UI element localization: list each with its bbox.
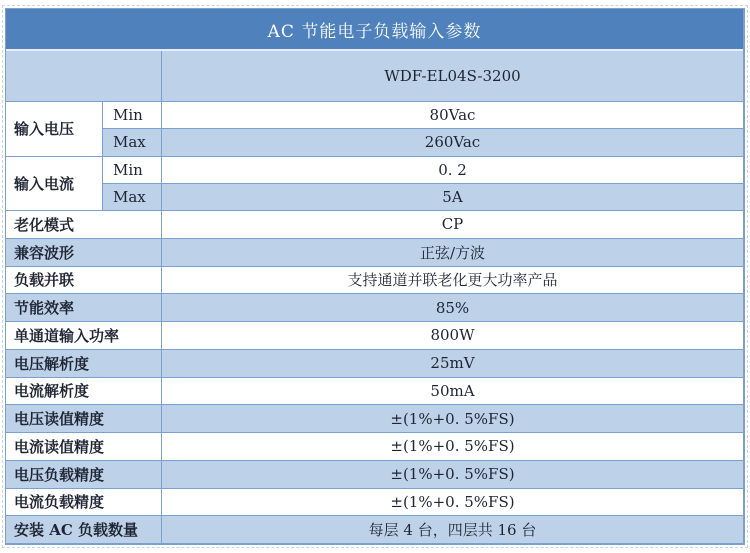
value-cell: ±(1%+0. 5%FS)	[390, 492, 515, 511]
group-label: 输入电流	[6, 157, 103, 211]
spec-table	[5, 8, 745, 545]
value-cell: ±(1%+0. 5%FS)	[390, 465, 515, 484]
value-cell: 支持通道并联老化更大功率产品	[347, 271, 558, 290]
spec-grid	[6, 102, 743, 543]
value-cell: 正弦/方波	[419, 243, 486, 262]
table-row	[6, 489, 743, 517]
value-cell: ±(1%+0. 5%FS)	[390, 409, 515, 428]
table-row	[6, 211, 743, 239]
row-label: 电压读值精度	[6, 405, 162, 432]
model-number: WDF-EL04S-3200	[384, 67, 521, 85]
row-label: 兼容波形	[6, 239, 162, 266]
minmax-key-cell: Max	[103, 184, 162, 210]
value-cell: 5A	[442, 187, 463, 206]
table-row	[6, 350, 743, 378]
table-row	[103, 184, 743, 210]
table-row	[6, 378, 743, 406]
row-label: 单通道输入功率	[6, 322, 162, 349]
value-cell: 每层 4 台，四层共 16 台	[368, 521, 537, 540]
value-cell: 80Vac	[429, 106, 476, 125]
row-label: 老化模式	[6, 211, 162, 238]
model-row-empty-cell	[6, 51, 162, 101]
row-label: 电流负载精度	[6, 489, 162, 516]
table-row	[6, 461, 743, 489]
table-row	[103, 157, 743, 184]
table-row	[6, 267, 743, 295]
table-row	[103, 102, 743, 129]
minmax-key-cell: Min	[103, 157, 162, 183]
row-label: 电流解析度	[6, 378, 162, 405]
value-cell: 800W	[430, 326, 475, 345]
row-label: 负载并联	[6, 267, 162, 294]
table-row	[6, 516, 743, 543]
model-row	[6, 51, 743, 102]
minmax-key-cell: Min	[103, 102, 162, 128]
row-label: 电流读值精度	[6, 433, 162, 460]
table-row	[6, 239, 743, 267]
table-title-bar	[6, 9, 743, 51]
group-label: 输入电压	[6, 102, 103, 156]
table-row	[6, 433, 743, 461]
value-cell: 85%	[435, 298, 470, 317]
value-cell: CP	[441, 215, 464, 234]
value-cell: 25mV	[430, 354, 475, 373]
value-cell: 50mA	[430, 381, 475, 400]
table-row	[6, 322, 743, 350]
row-label: 电压负载精度	[6, 461, 162, 488]
param-group-input-voltage	[6, 102, 743, 157]
table-row	[103, 129, 743, 155]
table-title: AC 节能电子负载输入参数	[267, 21, 482, 42]
value-cell: 0. 2	[438, 160, 467, 179]
table-row	[6, 405, 743, 433]
table-row	[6, 294, 743, 322]
param-group-input-current	[6, 157, 743, 212]
value-cell: ±(1%+0. 5%FS)	[390, 437, 515, 456]
value-cell: 260Vac	[424, 133, 481, 152]
row-label: 安装 AC 负载数量	[6, 516, 162, 543]
row-label: 节能效率	[6, 294, 162, 321]
row-label: 电压解析度	[6, 350, 162, 377]
minmax-key-cell: Max	[103, 129, 162, 155]
